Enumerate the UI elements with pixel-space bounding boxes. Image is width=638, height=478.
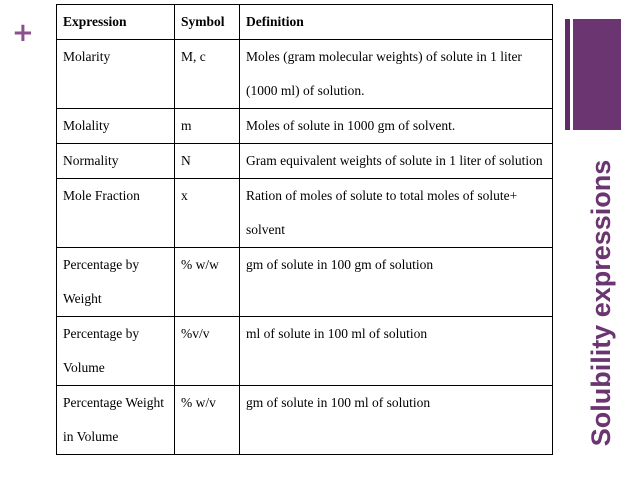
- row-symbol: m: [175, 109, 240, 144]
- header-expression: Expression: [57, 5, 175, 40]
- row-symbol: M, c: [175, 40, 240, 109]
- slide-title: Solubility expressions: [586, 159, 616, 447]
- table-row: [57, 386, 553, 455]
- solubility-table: [56, 4, 553, 455]
- header-symbol: Symbol: [175, 5, 240, 40]
- row-expression: Percentage by Weight: [57, 248, 175, 317]
- row-symbol: N: [175, 144, 240, 179]
- accent-bar-thin: [565, 19, 570, 130]
- row-expression: Percentage Weight in Volume: [57, 386, 175, 455]
- row-definition: Moles (gram molecular weights) of solute in 1 liter (1000 ml) of solution.: [240, 40, 553, 109]
- table-row: [57, 109, 553, 144]
- row-expression: Molarity: [57, 40, 175, 109]
- table-row: [57, 179, 553, 248]
- row-symbol: % w/v: [175, 386, 240, 455]
- row-definition: Gram equivalent weights of solute in 1 liter of solution: [240, 144, 553, 179]
- row-expression: Mole Fraction: [57, 179, 175, 248]
- table-row: [57, 248, 553, 317]
- row-definition: gm of solute in 100 ml of solution: [240, 386, 553, 455]
- header-definition: Definition: [240, 5, 553, 40]
- row-definition: Ration of moles of solute to total moles of solute+ solvent: [240, 179, 553, 248]
- row-definition: ml of solute in 100 ml of solution: [240, 317, 553, 386]
- accent-bar-thick: [573, 19, 621, 130]
- table-header-row: [57, 5, 553, 40]
- row-definition: gm of solute in 100 gm of solution: [240, 248, 553, 317]
- table-row: [57, 317, 553, 386]
- row-definition: Moles of solute in 1000 gm of solvent.: [240, 109, 553, 144]
- row-symbol: % w/w: [175, 248, 240, 317]
- row-expression: Molality: [57, 109, 175, 144]
- table-row: [57, 144, 553, 179]
- row-symbol: %v/v: [175, 317, 240, 386]
- row-expression: Normality: [57, 144, 175, 179]
- table-row: [57, 40, 553, 109]
- row-symbol: x: [175, 179, 240, 248]
- row-expression: Percentage by Volume: [57, 317, 175, 386]
- plus-icon: +: [12, 18, 34, 48]
